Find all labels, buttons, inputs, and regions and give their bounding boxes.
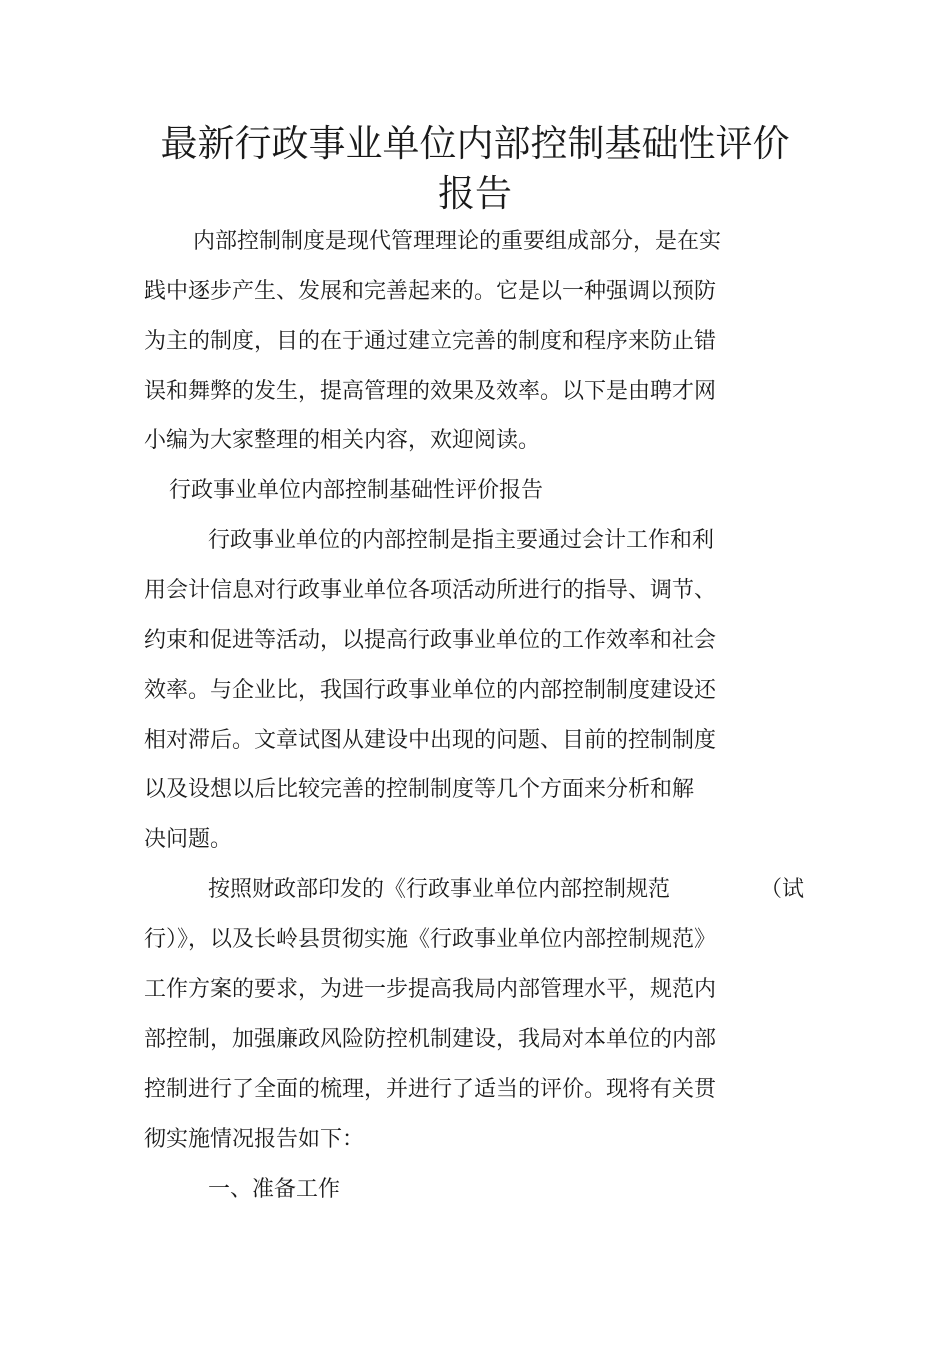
body-text-line: 决问题。	[144, 827, 233, 852]
body-text-line: （试	[760, 877, 805, 902]
body-text-line: 约束和促进等活动，以提高行政事业单位的工作效率和社会	[144, 628, 717, 653]
body-text-line: 为主的制度，目的在于通过建立完善的制度和程序来防止错	[144, 329, 717, 354]
body-text-line: 彻实施情况报告如下：	[144, 1127, 365, 1152]
body-text-line: 部控制，加强廉政风险防控机制建设，我局对本单位的内部	[144, 1027, 717, 1052]
body-text-line: 行）》，以及长岭县贯彻实施《行政事业单位内部控制规范》	[144, 927, 717, 952]
body-text-line: 工作方案的要求，为进一步提高我局内部管理水平，规范内	[144, 977, 717, 1002]
body-text-line: 按照财政部印发的《行政事业单位内部控制规范	[208, 877, 671, 902]
document-title-line-2: 报告	[438, 172, 512, 215]
body-text-line: 效率。与企业比，我国行政事业单位的内部控制制度建设还	[144, 678, 717, 703]
section-heading: 一、准备工作	[208, 1177, 341, 1202]
body-text-line: 践中逐步产生、发展和完善起来的。它是以一种强调以预防	[144, 279, 717, 304]
body-text-line: 用会计信息对行政事业单位各项活动所进行的指导、调节、	[144, 578, 717, 603]
body-text-line: 误和舞弊的发生，提高管理的效果及效率。以下是由聘才网	[144, 379, 717, 404]
document-title-line-1: 最新行政事业单位内部控制基础性评价	[160, 122, 790, 165]
body-text-line: 控制进行了全面的梳理，并进行了适当的评价。现将有关贯	[144, 1077, 717, 1102]
body-text-line: 以及设想以后比较完善的控制制度等几个方面来分析和解	[144, 777, 695, 802]
body-text-line: 相对滞后。文章试图从建设中出现的问题、目前的控制制度	[144, 728, 717, 753]
section-heading: 行政事业单位内部控制基础性评价报告	[169, 478, 544, 503]
body-text-line: 内部控制制度是现代管理理论的重要组成部分，是在实	[193, 229, 722, 254]
body-text-line: 行政事业单位的内部控制是指主要通过会计工作和利	[208, 528, 715, 553]
body-text-line: 小编为大家整理的相关内容，欢迎阅读。	[144, 428, 541, 453]
